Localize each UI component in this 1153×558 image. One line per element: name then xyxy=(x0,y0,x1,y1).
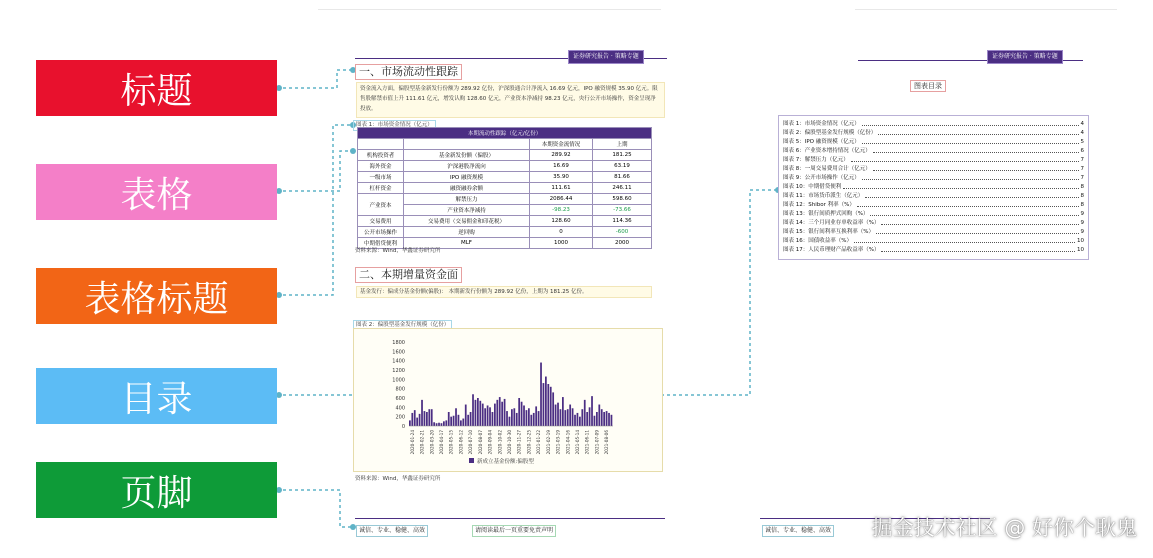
x-tick-label: 2021-06-11 xyxy=(584,430,590,455)
chart-bar xyxy=(530,415,532,426)
chart-bar xyxy=(598,405,600,426)
x-tick-label: 2021-01-22 xyxy=(536,430,542,455)
table1 xyxy=(357,127,652,249)
chart-bar xyxy=(441,423,443,426)
chart-bar xyxy=(550,387,552,426)
section2-paragraph: 基金发行：偏成分基金份额(偏股)： 本期新发行份额为 289.92 亿份，上期为 181.25 亿份。 xyxy=(356,286,652,298)
x-tick-label: 2020-11-27 xyxy=(516,430,522,455)
table-row: 杠杆资金 融资融券余额 111.61 246.11 xyxy=(358,183,652,194)
toc-item[interactable]: 图表 5：IPO 融资规模（亿元） 5 xyxy=(783,139,1084,145)
toc-item[interactable]: 图表 15：银行间利率互换利率（%） 9 xyxy=(783,229,1084,235)
chart-bar xyxy=(509,417,511,426)
x-tick-label: 2020-12-25 xyxy=(526,430,532,455)
chart-bar xyxy=(462,419,464,426)
table-row: 公开市场操作 逆回购 0 -600 xyxy=(358,227,652,238)
chart-bar xyxy=(504,399,506,426)
chart-bar xyxy=(409,420,411,426)
chart-bar xyxy=(577,413,579,426)
chart-bar xyxy=(538,411,540,426)
x-tick-label: 2021-08-06 xyxy=(604,430,610,455)
chart-bar xyxy=(419,414,421,426)
chart-bar xyxy=(458,415,460,426)
chart-bar xyxy=(567,409,569,426)
chart-bar xyxy=(584,400,586,426)
toc-item[interactable]: 图表 12：Shibor 利率（%） 8 xyxy=(783,202,1084,208)
y-tick-label: 800 xyxy=(395,386,405,393)
chart-bar xyxy=(465,405,467,426)
toc-item[interactable]: 图表 8：一周交易费用合计（亿元） 7 xyxy=(783,166,1084,172)
section1-paragraph: 资金流入方面，偏股型基金新发行份额为 289.92 亿份，沪深股通合计净流入 16.69 亿元，IPO 融资规模 35.90 亿元。限售股解禁市值上升 111.61 亿元，增发认购 128.60 亿元，产业资本净减持 98.23 亿元，央行公开市场操作，资金呈现净投放。 xyxy=(356,82,665,118)
x-tick-label: 2020-02-21 xyxy=(419,430,425,455)
chart-bar xyxy=(591,396,593,426)
toc-box xyxy=(778,115,1089,260)
x-tick-label: 2021-07-09 xyxy=(594,430,600,455)
table1-header-prev: 上期 xyxy=(593,139,652,150)
table-row: 海外资金 沪深港股净流向 16.69 63.19 xyxy=(358,161,652,172)
y-tick-label: 1800 xyxy=(392,340,405,346)
chart-bar xyxy=(594,416,596,426)
x-tick-label: 2020-10-02 xyxy=(497,430,503,455)
chart-bar xyxy=(443,421,445,426)
y-tick-label: 1200 xyxy=(392,368,405,374)
chart-bar xyxy=(496,400,498,426)
chart-bar xyxy=(428,409,430,426)
chart-bar xyxy=(453,416,455,426)
chart-bar xyxy=(448,412,450,426)
x-tick-label: 2020-07-10 xyxy=(468,430,474,455)
right-header-tag: 证券研究报告 · 策略专题 xyxy=(987,50,1063,64)
chart-bar xyxy=(477,398,479,426)
watermark: 掘金技术社区 @ 好你个耿鬼 xyxy=(871,516,1137,540)
toc-item[interactable]: 图表 11：市场货币派生（亿元） 8 xyxy=(783,193,1084,199)
toc-item[interactable]: 图表 2：偏股型基金发行规模（亿份） 4 xyxy=(783,130,1084,136)
chart-bar xyxy=(455,408,457,426)
chart-bar xyxy=(499,397,501,426)
chart-bar xyxy=(603,412,605,426)
chart-bar xyxy=(445,420,447,426)
table1-header-blank xyxy=(358,139,404,150)
chart-bar xyxy=(450,417,452,426)
chart-bar xyxy=(601,409,603,426)
table1-header-blank xyxy=(404,139,530,150)
chart-bar xyxy=(569,405,571,426)
x-tick-label: 2020-09-04 xyxy=(487,430,493,455)
x-tick-label: 2021-02-19 xyxy=(545,430,551,455)
toc-item[interactable]: 图表 14：三个月同业存单收益率（%） 9 xyxy=(783,220,1084,226)
chart-bar xyxy=(547,384,549,426)
x-tick-label: 2020-06-12 xyxy=(458,430,464,455)
y-tick-label: 600 xyxy=(395,396,405,402)
chart-bar xyxy=(472,394,474,426)
chart-bar xyxy=(492,412,494,426)
chart-bar xyxy=(484,408,486,426)
chart-bar xyxy=(414,410,416,426)
left-footer-left: 诚信、专业、稳健、高效 xyxy=(356,525,428,537)
chart-bar xyxy=(564,410,566,426)
toc-item[interactable]: 图表 17：人民币理财产品收益率（%） 10 xyxy=(783,247,1084,253)
chart-bar xyxy=(431,409,433,426)
chart-bar xyxy=(608,413,610,426)
chart-bar xyxy=(516,413,518,426)
left-footer-right: 请阅读最后一页重要免责声明 xyxy=(472,525,556,537)
y-tick-label: 1600 xyxy=(392,349,405,356)
chart-bar xyxy=(438,423,440,426)
x-tick-label: 2020-05-15 xyxy=(448,430,454,455)
chart-bar xyxy=(560,409,562,426)
toc-item[interactable]: 图表 13：银行间质押式回购（%） 9 xyxy=(783,211,1084,217)
table-row: 产业资本 解禁压力 2086.44 598.60 xyxy=(358,194,652,205)
y-tick-label: 1000 xyxy=(392,377,405,384)
chart-frame xyxy=(353,328,663,472)
chart-bar xyxy=(589,407,591,426)
toc-item[interactable]: 图表 6：产业资本增持情况（亿元） 6 xyxy=(783,148,1084,154)
chart-bar xyxy=(574,415,576,426)
table1-title: 本期流动性跟踪（亿元/亿份） xyxy=(358,128,652,139)
table1-source: 资料来源：Wind，华鑫证券研究所 xyxy=(355,248,441,254)
chart-source: 资料来源：Wind，华鑫证券研究所 xyxy=(355,476,441,482)
legend-label: 新成立基金份额:偏股型 xyxy=(477,459,534,465)
y-tick-label: 1400 xyxy=(392,358,405,365)
connector-table xyxy=(277,151,353,191)
chart-bar xyxy=(540,363,542,426)
x-tick-label: 2020-10-30 xyxy=(507,430,512,455)
chart-bar xyxy=(460,420,462,426)
chart-bar xyxy=(511,409,513,426)
connector-table-caption xyxy=(277,125,353,295)
left-page-top-edge xyxy=(318,9,661,10)
chart-bar xyxy=(436,423,438,426)
chart-bar xyxy=(523,405,525,426)
chart-bar xyxy=(487,405,489,426)
table-row: 产业资本净减持 -98.23 -73.66 xyxy=(358,205,652,216)
chart-bar xyxy=(533,413,535,426)
chart-bar xyxy=(557,403,559,426)
chart-bar xyxy=(416,418,418,426)
chart-bar xyxy=(513,408,515,426)
chart-bar xyxy=(501,402,503,426)
chart-bar xyxy=(421,400,423,426)
label-footer: 页脚 xyxy=(36,462,277,518)
chart-bar xyxy=(545,377,547,426)
chart-bar xyxy=(535,406,537,426)
chart-bar xyxy=(606,411,608,426)
table-row: 机构投资者 基金新发份额（偏股） 289.92 181.25 xyxy=(358,150,652,161)
label-title: 标题 xyxy=(36,60,277,116)
legend-swatch xyxy=(469,458,474,463)
chart-bar xyxy=(426,412,428,426)
x-tick-label: 2021-04-16 xyxy=(565,430,571,455)
toc-item[interactable]: 图表 10：中期借贷便利 8 xyxy=(783,184,1084,190)
chart-bar xyxy=(424,411,426,426)
x-tick-label: 2020-08-07 xyxy=(477,430,483,455)
right-page-top-edge xyxy=(855,9,1117,10)
chart-bar xyxy=(562,397,564,426)
y-tick-label: 400 xyxy=(395,405,405,412)
left-header-tag: 证券研究报告 · 策略专题 xyxy=(568,50,644,64)
chart-bar xyxy=(552,392,554,426)
y-tick-label: 200 xyxy=(395,414,405,421)
toc-title: 图表目录 xyxy=(910,80,946,92)
x-tick-label: 2020-03-20 xyxy=(429,430,435,455)
chart-bar xyxy=(411,413,413,426)
chart-bar xyxy=(572,408,574,426)
chart-bar xyxy=(482,404,484,426)
chart-bar xyxy=(470,412,472,426)
chart-bar xyxy=(475,400,477,426)
chart-bar xyxy=(596,412,598,426)
label-table-caption: 表格标题 xyxy=(36,268,277,324)
label-toc: 目录 xyxy=(36,368,277,424)
chart-bar xyxy=(494,404,496,426)
chart-bar xyxy=(611,415,613,426)
table1-header-current: 本期资金流情况 xyxy=(530,139,593,150)
x-tick-label: 2021-03-19 xyxy=(555,430,561,455)
connector-footer xyxy=(277,490,353,527)
chart-bar xyxy=(528,408,530,426)
chart-bar xyxy=(479,401,481,426)
section2-title: 二、本期增量资金面 xyxy=(355,267,462,283)
chart-bar xyxy=(555,405,557,426)
table-row: 中期借贷便利 MLF 1000 2000 xyxy=(358,238,652,249)
chart-bar xyxy=(467,415,469,426)
chart-bar xyxy=(433,422,435,426)
section1-title: 一、市场流动性跟踪 xyxy=(355,64,462,80)
chart-caption: 图表 2：偏股型基金发行规模（亿份） xyxy=(353,320,452,331)
chart-bar xyxy=(579,417,581,426)
table-row: 一级市场 IPO 融资规模 35.90 81.66 xyxy=(358,172,652,183)
chart-bar xyxy=(518,398,520,426)
table1-caption: 图表 1：市场资金情况（亿元） xyxy=(353,120,436,131)
left-footer-rule xyxy=(355,518,665,519)
toc-item[interactable]: 图表 7：解禁压力（亿元） 7 xyxy=(783,157,1084,163)
chart-bar xyxy=(586,412,588,426)
right-footer-left: 诚信、专业、稳健、高效 xyxy=(762,525,834,537)
table-row: 交易费用 交易费用（交易佣金和印花税） 128.60 114.36 xyxy=(358,216,652,227)
label-table: 表格 xyxy=(36,164,277,220)
chart-bar xyxy=(506,411,508,426)
x-tick-label: 2020-01-24 xyxy=(409,430,415,455)
chart-bar xyxy=(521,402,523,426)
x-tick-label: 2021-05-14 xyxy=(575,430,580,455)
x-tick-label: 2020-04-17 xyxy=(439,430,444,455)
toc-item[interactable]: 图表 9：公开市场操作（亿元） 7 xyxy=(783,175,1084,181)
chart-bar xyxy=(489,407,491,426)
toc-item[interactable]: 图表 1：市场资金情况（亿元） 4 xyxy=(783,121,1084,127)
chart-bar xyxy=(581,409,583,426)
y-tick-label: 0 xyxy=(401,424,405,430)
chart-bar xyxy=(543,383,545,426)
connector-title xyxy=(277,70,353,88)
chart-bar xyxy=(526,410,528,426)
toc-item[interactable]: 图表 16：国债收益率（%） 10 xyxy=(783,238,1084,244)
